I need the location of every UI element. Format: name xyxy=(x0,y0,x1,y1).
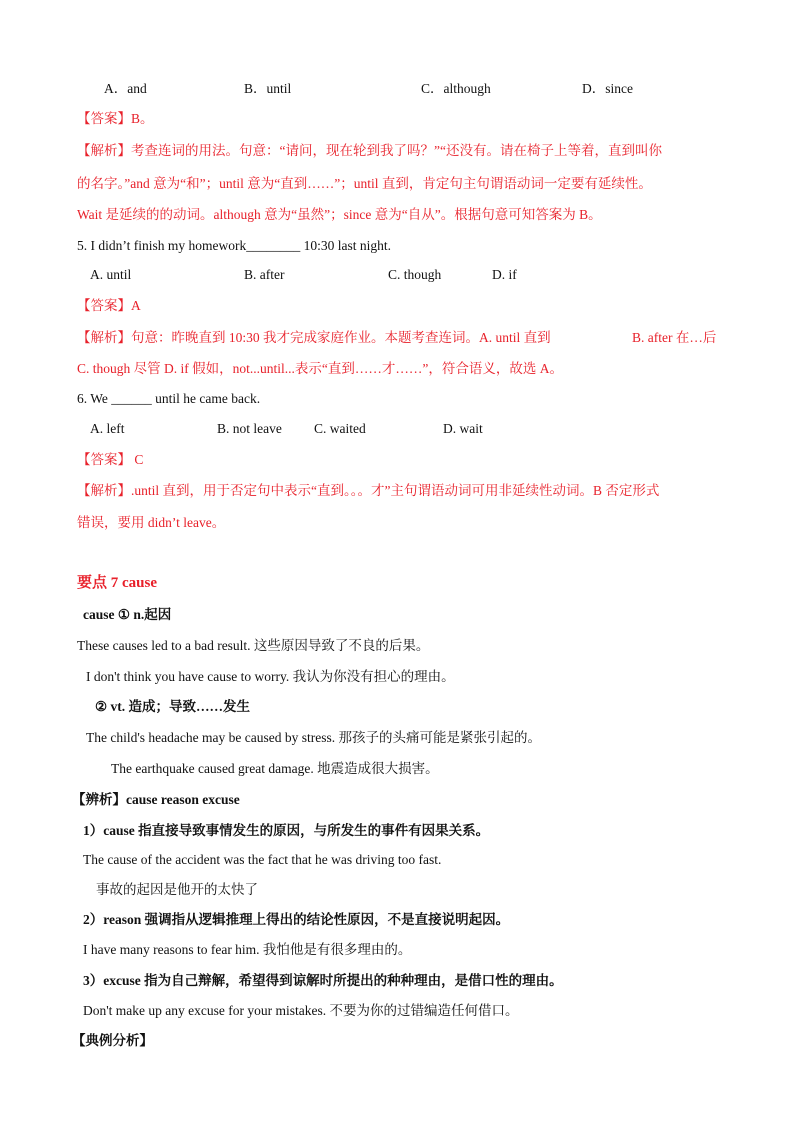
q6-option-d: D. wait xyxy=(443,421,483,436)
q4-analysis-line-1: 【解析】考查连词的用法。句意：“请问，现在轮到我了吗？”“还没有。请在椅子上等着，直到叫你 xyxy=(77,143,662,158)
q5-option-a: A. until xyxy=(90,267,132,282)
q6-option-c: C. waited xyxy=(314,421,366,436)
q6-question: 6. We ______ until he came back. xyxy=(77,391,261,406)
q5-option-b: B. after xyxy=(244,267,285,282)
q4-analysis-line-3: Wait 是延续的的动词。although 意为“虽然”；since 意为“自从”。根据句意可知答案为 B。 xyxy=(77,207,602,222)
distinguish-reason: 2）reason 强调指从逻辑推理上得出的结论性原因，不是直接说明起因。 xyxy=(83,912,510,927)
q5-option-d: D. if xyxy=(492,267,517,282)
q5-question: 5. I didn’t finish my homework________ 10:30 last night. xyxy=(77,238,391,253)
q6-option-b: B. not leave xyxy=(217,421,282,436)
q4-option-b: B．until xyxy=(244,81,292,96)
example-1: These causes led to a bad result. 这些原因导致了不良的后果。 xyxy=(77,638,430,653)
q6-analysis-line-2: 错误，要用 didn’t leave。 xyxy=(77,515,226,530)
q6-analysis-line-1: 【解析】.until 直到，用于否定句中表示“直到。。。才”主句谓语动词可用非延续性动词。B 否定形式 xyxy=(77,483,660,498)
q5-option-c: C. though xyxy=(388,267,442,282)
q5-analysis-line-2: C. though 尽管 D. if 假如，not...until...表示“直到……才……”，符合语义，故选 A。 xyxy=(77,361,563,376)
q6-option-a: A. left xyxy=(90,421,125,436)
distinguish-cause-translation: 事故的起因是他开的太快了 xyxy=(96,882,258,897)
example-4: The earthquake caused great damage. 地震造成很大损害。 xyxy=(111,761,439,776)
distinguish-excuse: 3）excuse 指为自己辩解，希望得到谅解时所提出的种种理由，是借口性的理由。 xyxy=(83,973,563,988)
q6-answer: 【答案】 C xyxy=(77,452,144,467)
examples-title: 【典例分析】 xyxy=(72,1033,153,1048)
distinguish-reason-example: I have many reasons to fear him. 我怕他是有很多理由的。 xyxy=(83,942,412,957)
q4-option-c: C．although xyxy=(421,81,491,96)
q5-analysis-line-1-end: B. after 在…后 xyxy=(632,330,717,345)
distinguish-title: 【辨析】cause reason excuse xyxy=(72,792,240,807)
q4-answer: 【答案】B。 xyxy=(77,111,154,126)
q4-analysis-line-2: 的名字。”and 意为“和”；until 意为“直到……”；until 直到，肯定句主句谓语动词一定要有延续性。 xyxy=(77,176,652,191)
section-title-point-7: 要点 7 cause xyxy=(77,575,157,591)
example-3: The child's headache may be caused by stress. 那孩子的头痛可能是紧张引起的。 xyxy=(86,730,541,745)
distinguish-excuse-example: Don't make up any excuse for your mistakes. 不要为你的过错编造任何借口。 xyxy=(83,1003,519,1018)
q4-option-a: A．and xyxy=(104,81,147,96)
sense-1-noun: cause ① n.起因 xyxy=(83,607,172,622)
distinguish-cause-example: The cause of the accident was the fact that he was driving too fast. xyxy=(83,852,442,867)
q4-option-d: D．since xyxy=(582,81,633,96)
example-2: I don't think you have cause to worry. 我认为你没有担心的理由。 xyxy=(86,669,455,684)
distinguish-cause: 1）cause 指直接导致事情发生的原因，与所发生的事件有因果关系。 xyxy=(83,823,490,838)
sense-2-verb: ② vt. 造成；导致……发生 xyxy=(95,699,250,714)
q5-answer: 【答案】A xyxy=(77,298,141,313)
q5-analysis-line-1: 【解析】句意：昨晚直到 10:30 我才完成家庭作业。本题考查连词。A. until 直到 xyxy=(77,330,551,345)
